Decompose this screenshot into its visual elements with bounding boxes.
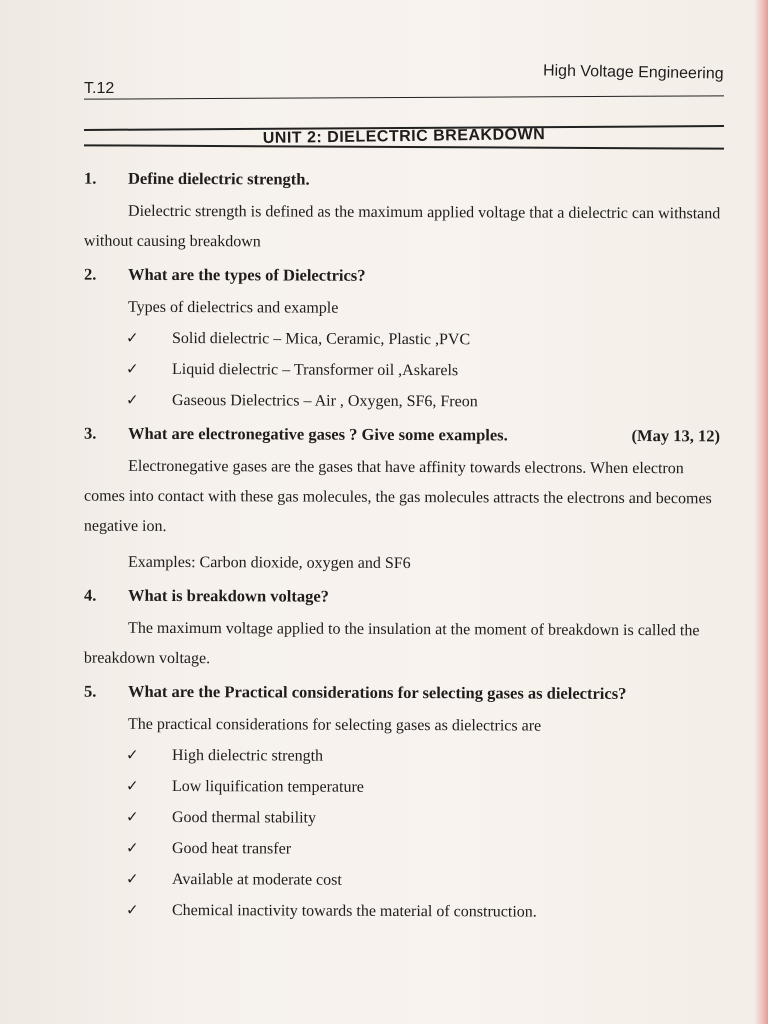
question-block: [84, 168, 726, 258]
check-mark-icon: ✓: [125, 900, 139, 919]
check-mark-icon: ✓: [125, 869, 139, 888]
list-item: [84, 864, 726, 898]
question-heading: [84, 167, 726, 194]
check-mark-icon: ✓: [125, 807, 139, 826]
question-heading: [84, 680, 726, 707]
list-item-text: Gaseous Dielectrics – Air , Oxygen, SF6, Freon: [171, 391, 478, 411]
question-text: What are electronegative gases ? Give some examples.: [127, 423, 508, 445]
question-block: [84, 423, 726, 579]
question-number: 1.: [83, 168, 97, 188]
question-number: 5.: [83, 681, 97, 701]
check-mark-icon: ✓: [125, 328, 139, 347]
question-list: [84, 168, 726, 933]
list-item: [84, 323, 726, 357]
list-item-text: Good thermal stability: [171, 808, 317, 827]
list-item-text: Solid dielectric – Mica, Ceramic, Plastic ,PVC: [171, 329, 471, 349]
list-item: [84, 895, 726, 929]
check-mark-icon: ✓: [125, 390, 139, 409]
list-item-text: High dielectric strength: [171, 746, 324, 765]
question-heading: [84, 422, 726, 449]
question-text: Define dielectric strength.: [127, 168, 310, 189]
question-heading: [84, 263, 726, 290]
question-block: [84, 264, 726, 417]
list-item-text: Low liquification temperature: [171, 777, 364, 796]
question-text: What are the Practical considerations for selecting gases as dielectrics?: [127, 681, 627, 703]
answer-text: Dielectric strength is defined as the maximum applied voltage that a dielectric can withstand without causing breakdown: [83, 202, 721, 251]
practical-considerations-list: [84, 741, 726, 927]
list-item-text: Available at moderate cost: [171, 870, 342, 889]
check-mark-icon: ✓: [125, 776, 139, 795]
answer-text: The maximum voltage applied to the insulation at the moment of breakdown is called the breakdown voltage.: [83, 619, 700, 668]
question-block: [84, 681, 726, 927]
answer-examples: Examples: Carbon dioxide, oxygen and SF6: [127, 553, 411, 573]
exam-reference-tag: (May 13, 12): [631, 425, 721, 446]
question-text: What is breakdown voltage?: [127, 585, 329, 606]
page-edge-shadow: [754, 0, 768, 1024]
question-heading: [84, 584, 726, 611]
book-title: High Voltage Engineering: [543, 62, 725, 83]
list-item-text: Liquid dielectric – Transformer oil ,Askarels: [171, 360, 459, 380]
question-text: What are the types of Dielectrics?: [127, 264, 366, 285]
check-mark-icon: ✓: [125, 838, 139, 857]
question-block: [84, 585, 726, 675]
list-item: [84, 802, 726, 836]
check-mark-icon: ✓: [125, 359, 139, 378]
list-item: [84, 740, 726, 774]
list-item: [84, 385, 726, 419]
answer-intro: The practical considerations for selecting gases as dielectrics are: [127, 715, 542, 735]
answer-intro: Types of dielectrics and example: [127, 298, 339, 317]
list-item: [84, 833, 726, 867]
dielectric-types-list: [84, 324, 726, 417]
question-number: 2.: [83, 264, 97, 284]
question-number: 3.: [83, 423, 97, 443]
unit-title: UNIT 2: DIELECTRIC BREAKDOWN: [262, 126, 546, 147]
list-item: [84, 771, 726, 805]
answer-text: Electronegative gases are the gases that have affinity towards electrons. When electron comes into contact with these gas molecules, the gas molecules attracts the electrons and becomes negative ion.: [83, 457, 712, 535]
question-number: 4.: [83, 585, 97, 605]
page-number: T.12: [84, 80, 115, 97]
list-item-text: Chemical inactivity towards the material of construction.: [171, 901, 537, 921]
list-item-text: Good heat transfer: [171, 839, 292, 858]
check-mark-icon: ✓: [125, 745, 139, 764]
list-item: [84, 354, 726, 388]
